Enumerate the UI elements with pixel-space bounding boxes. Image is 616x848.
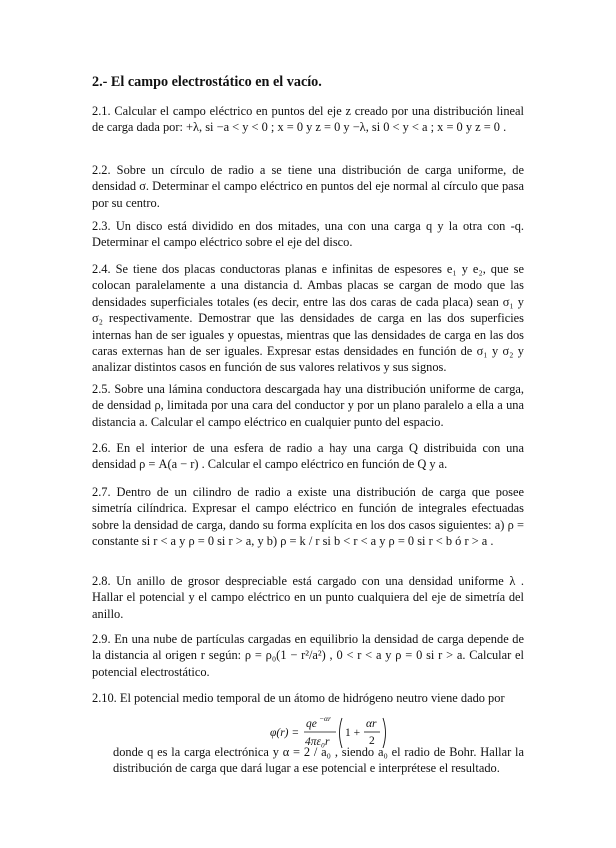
problem-text: En el interior de una esfera de radio a hay una carga Q distribuida con una densidad ρ = A(a − r) . Calcular el campo eléctrico en función de Q y a. <box>92 441 524 472</box>
formula-numerator: qe <box>306 718 317 730</box>
problem-text: Calcular el campo eléctrico en puntos del eje z creado por una distribución lineal de carga dada por: +λ, si −a < y < 0 ; x = 0 y z = 0 y −λ, si 0 < y < a ; x = 0 y z = 0 . <box>92 104 524 135</box>
problem-text: El potencial medio temporal de un átomo de hidrógeno neutro viene dado por <box>119 691 505 705</box>
problem-number: 2.3. <box>92 219 111 233</box>
problem-text: Un disco está dividido en dos mitades, una con una carga q y la otra con -q. Determinar el campo eléctrico sobre el eje del disco. <box>92 219 524 250</box>
formula-lhs: φ(r) = <box>270 727 300 739</box>
problem-number: 2.2. <box>92 163 111 177</box>
formula-inner-denominator: 2 <box>369 735 375 747</box>
formula-denominator: 4πε₀r <box>305 736 330 748</box>
problem-2-5 <box>92 381 524 430</box>
problem-2-10-continuation: donde q es la carga electrónica y α = 2 / a₀ , siendo a₀ el radio de Bohr. Hallar la distribución de carga que dará lugar a ese potencial e interprétese el resultado. <box>113 745 524 776</box>
problem-text: Un anillo de grosor despreciable está cargado con una densidad uniforme λ . Hallar el potencial y el campo eléctrico en un punto cualquiera del eje de simetría del anillo. <box>92 574 524 621</box>
problem-2-8 <box>92 573 524 622</box>
problem-2-9 <box>92 631 524 680</box>
problem-text: Dentro de un cilindro de radio a existe una distribución de carga que posee simetría cilíndrica. Expresar el campo eléctrico en función de integrales efectuadas sobre la densidad de carga, dando su forma explícita en los dos casos siguientes: a) ρ = constante si r < a y ρ = 0 si r > a, y b) ρ = k / r si b < r < a y ρ = 0 si r < b ó r > a . <box>92 485 524 549</box>
problem-2-7 <box>92 484 524 550</box>
problem-number: 2.5. <box>92 382 111 396</box>
problem-2-6 <box>92 440 524 473</box>
problem-number: 2.1. <box>92 104 111 118</box>
formula-inner-numerator: αr <box>366 718 377 730</box>
problem-2-1 <box>92 103 524 136</box>
problem-number: 2.10. <box>92 691 117 705</box>
problem-number: 2.4. <box>92 262 111 276</box>
problem-2-10 <box>92 690 524 706</box>
problem-number: 2.6. <box>92 441 111 455</box>
problem-text: Sobre un círculo de radio a se tiene una distribución de carga uniforme, de densidad σ. Determinar el campo eléctrico en puntos del eje normal al círculo que pasa por su centro. <box>92 163 524 210</box>
problem-text: En una nube de partículas cargadas en equilibrio la densidad de carga depende de la distancia al origen r según: ρ = ρ₀(1 − r²/a²) , 0 < r < a y ρ = 0 si r > a. Calcular el potencial electrostático. <box>92 632 524 679</box>
problem-number: 2.9. <box>92 632 111 646</box>
section-title: 2.- El campo electrostático en el vacío. <box>92 74 322 90</box>
formula-exponent: −αr <box>319 714 331 723</box>
problem-number: 2.8. <box>92 574 111 588</box>
problem-number: 2.7. <box>92 485 111 499</box>
problem-2-3 <box>92 218 524 251</box>
problem-text: Se tiene dos placas conductoras planas e infinitas de espesores e₁ y e₂, que se colocan paralelamente a una distancia d. Ambas placas se cargan de modo que las densidades superficiales totales (es decir, entre las dos caras de cada placa) sean σ₁ y σ₂ respectivamente. Demostrar que las densidades de carga en las dos superficies internas han de ser iguales y opuestas, mientras que las densidades de carga en las dos caras externas han de ser iguales. Expresar estas densidades en función de σ₁ y σ₂ y analizar distintos casos en función de sus valores relativos y sus signos. <box>92 262 524 375</box>
problem-2-2 <box>92 162 524 211</box>
formula-one-plus: 1 + <box>345 727 361 739</box>
problem-2-4 <box>92 261 524 376</box>
problem-text: Sobre una lámina conductora descargada hay una distribución uniforme de carga, de densidad ρ, limitada por una cara del conductor y por un plano paralelo a ella a una distancia a. Calcular el campo eléctrico en cualquier punto del espacio. <box>92 382 524 429</box>
